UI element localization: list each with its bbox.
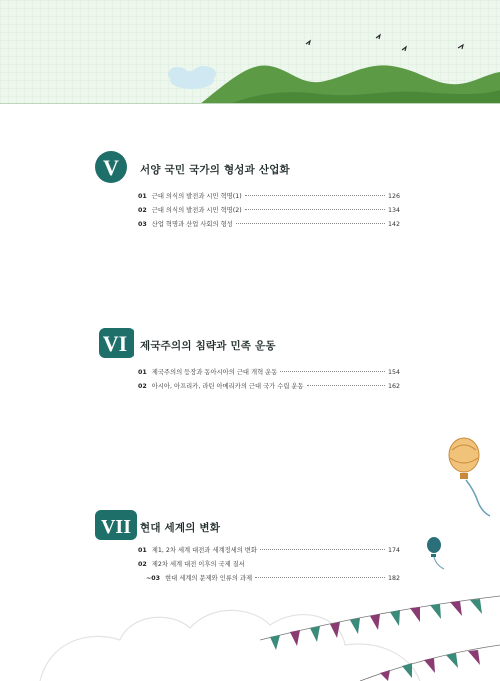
toc-item[interactable]: 02 아시아, 아프리카, 라틴 아메리카의 근대 국가 수립 운동 162: [138, 383, 400, 390]
toc-item[interactable]: 02 제2차 세계 대전 이후의 국제 질서: [138, 561, 245, 568]
svg-text:V: V: [103, 155, 119, 180]
unit-title: 현대 세계의 변화: [140, 522, 221, 534]
toc-list: [138, 544, 400, 586]
header-illustration: [0, 0, 500, 104]
toc-item[interactable]: 02 근대 의식의 발전과 시민 혁명(2) 134: [138, 207, 400, 214]
unit-numeral-badge: [94, 326, 134, 360]
unit-section: [94, 150, 414, 228]
toc-item[interactable]: ~03 현대 세계의 문제와 인류의 과제 182: [146, 575, 400, 582]
hot-air-balloon-icon: [449, 438, 490, 516]
bunting-flags: [260, 596, 500, 681]
toc-list: [138, 190, 400, 232]
svg-text:VI: VI: [102, 331, 128, 356]
unit-section: [94, 326, 414, 390]
cloud-outline: [40, 610, 420, 681]
svg-text:VII: VII: [100, 516, 132, 538]
toc-item[interactable]: 03 산업 혁명과 산업 사회의 형성 142: [138, 221, 400, 228]
unit-section: [94, 508, 414, 582]
toc-item[interactable]: 01 제1, 2차 세계 대전과 세계정세의 변화 174: [138, 547, 400, 554]
toc-item[interactable]: 01 제국주의의 등장과 동아시아의 근대 개혁 운동 154: [138, 369, 400, 376]
unit-title: 제국주의의 침략과 민족 운동: [140, 340, 276, 352]
toc-list: [138, 366, 400, 394]
small-balloon-icon: [427, 537, 444, 569]
unit-numeral-badge: [94, 150, 128, 184]
unit-numeral-badge: [94, 508, 138, 542]
toc-item[interactable]: 01 근대 의식의 발전과 시민 혁명(1) 126: [138, 193, 400, 200]
unit-title: 서양 국민 국가의 형성과 산업화: [140, 164, 290, 176]
